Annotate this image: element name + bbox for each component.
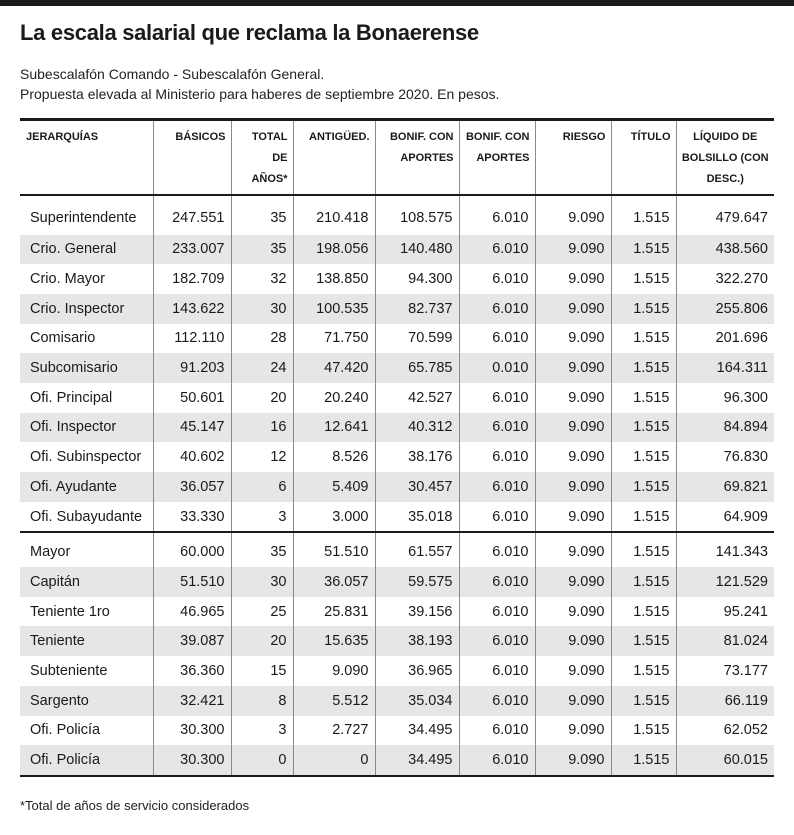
cell-bonif-2: 6.010 (459, 264, 535, 294)
cell-rank: Ofi. Ayudante (20, 472, 153, 502)
cell-antiguedad: 36.057 (293, 567, 375, 597)
header-bonif-2: BONIF. CON APORTES (459, 120, 535, 195)
cell-bonif-2: 6.010 (459, 597, 535, 627)
cell-liquido: 81.024 (676, 626, 774, 656)
cell-rank: Sargento (20, 686, 153, 716)
header-liquido: LÍQUIDO DE BOLSILLO (CON DESC.) (676, 120, 774, 195)
cell-total-anos: 24 (231, 353, 293, 383)
header-bonif-1: BONIF. CON APORTES (375, 120, 459, 195)
table-row (20, 195, 774, 235)
cell-basicos: 143.622 (153, 294, 231, 324)
cell-basicos: 30.300 (153, 716, 231, 746)
header-antiguedad: ANTIGÜED. (293, 120, 375, 195)
header-total-anos: TOTAL DE AÑOS* (231, 120, 293, 195)
cell-liquido: 438.560 (676, 235, 774, 265)
cell-rank: Ofi. Subayudante (30, 508, 143, 525)
cell-bonif-2: 0.010 (459, 353, 535, 383)
cell-riesgo: 9.090 (535, 686, 611, 716)
cell-antiguedad: 25.831 (293, 597, 375, 627)
cell-bonif-2: 6.010 (459, 294, 535, 324)
cell-bonif-1: 39.156 (375, 597, 459, 627)
cell-rank: Comisario (30, 330, 96, 347)
cell-titulo: 1.515 (611, 502, 676, 533)
cell-titulo: 1.515 (611, 656, 676, 686)
cell-total-anos: 30 (231, 294, 293, 324)
cell-bonif-1: 35.034 (375, 686, 459, 716)
header-jerarquias: JERARQUÍAS (20, 120, 153, 195)
cell-antiguedad: 3.000 (293, 502, 375, 533)
cell-riesgo: 9.090 (535, 324, 611, 354)
cell-bonif-1: 140.480 (375, 235, 459, 265)
cell-bonif-1: 94.300 (375, 264, 459, 294)
cell-titulo: 1.515 (611, 745, 676, 776)
cell-antiguedad: 0 (293, 745, 375, 776)
table-row (20, 353, 774, 383)
cell-antiguedad: 100.535 (293, 294, 375, 324)
cell-rank: Capitán (20, 567, 153, 597)
cell-basicos: 45.147 (153, 413, 231, 443)
cell-bonif-1: 35.018 (375, 502, 459, 533)
cell-bonif-1: 82.737 (375, 294, 459, 324)
cell-rank: Crio. Mayor (30, 271, 105, 288)
cell-bonif-1: 70.599 (375, 324, 459, 354)
cell-bonif-2: 6.010 (459, 532, 535, 567)
cell-liquido: 73.177 (676, 656, 774, 686)
header-basicos: BÁSICOS (153, 120, 231, 195)
cell-total-anos: 25 (231, 597, 293, 627)
cell-basicos: 36.057 (153, 472, 231, 502)
cell-rank: Ofi. Inspector (20, 413, 153, 443)
cell-rank: Mayor (20, 532, 153, 567)
cell-total-anos: 12 (231, 442, 293, 472)
cell-basicos: 91.203 (153, 353, 231, 383)
cell-titulo: 1.515 (611, 235, 676, 265)
cell-riesgo: 9.090 (535, 413, 611, 443)
cell-basicos: 39.087 (153, 626, 231, 656)
table-row (20, 294, 774, 324)
cell-bonif-1: 30.457 (375, 472, 459, 502)
cell-riesgo: 9.090 (535, 264, 611, 294)
cell-riesgo: 9.090 (535, 597, 611, 627)
cell-rank: Crio. Inspector (20, 294, 153, 324)
cell-titulo: 1.515 (611, 324, 676, 354)
cell-total-anos: 35 (231, 532, 293, 567)
cell-liquido: 69.821 (676, 472, 774, 502)
cell-titulo: 1.515 (611, 294, 676, 324)
cell-bonif-2: 6.010 (459, 656, 535, 686)
cell-riesgo: 9.090 (535, 716, 611, 746)
cell-antiguedad: 8.526 (293, 442, 375, 472)
table-header-row (20, 120, 774, 195)
cell-riesgo: 9.090 (535, 472, 611, 502)
cell-liquido: 64.909 (676, 502, 774, 533)
cell-liquido: 60.015 (676, 745, 774, 776)
cell-total-anos: 35 (231, 195, 293, 235)
cell-riesgo: 9.090 (535, 235, 611, 265)
cell-rank: Subcomisario (20, 353, 153, 383)
table-row (20, 745, 774, 776)
cell-total-anos: 3 (231, 716, 293, 746)
cell-bonif-2: 6.010 (459, 195, 535, 235)
cell-liquido: 62.052 (676, 716, 774, 746)
cell-bonif-1: 61.557 (375, 532, 459, 567)
cell-antiguedad: 5.409 (293, 472, 375, 502)
table-row (20, 532, 774, 567)
cell-titulo: 1.515 (611, 264, 676, 294)
cell-titulo: 1.515 (611, 532, 676, 567)
table-row (20, 472, 774, 502)
cell-titulo: 1.515 (611, 716, 676, 746)
cell-total-anos: 20 (231, 383, 293, 413)
cell-basicos: 36.360 (153, 656, 231, 686)
cell-rank: Ofi. Principal (30, 389, 113, 406)
cell-bonif-2: 6.010 (459, 686, 535, 716)
table-row (20, 383, 774, 413)
cell-liquido: 141.343 (676, 532, 774, 567)
table-row (20, 502, 774, 533)
cell-bonif-2: 6.010 (459, 324, 535, 354)
cell-titulo: 1.515 (611, 626, 676, 656)
cell-antiguedad: 71.750 (293, 324, 375, 354)
cell-basicos: 247.551 (153, 195, 231, 235)
cell-bonif-1: 42.527 (375, 383, 459, 413)
cell-basicos: 30.300 (153, 745, 231, 776)
table-row (20, 235, 774, 265)
cell-riesgo: 9.090 (535, 195, 611, 235)
table-row (20, 626, 774, 656)
cell-bonif-2: 6.010 (459, 413, 535, 443)
cell-antiguedad: 12.641 (293, 413, 375, 443)
cell-total-anos: 0 (231, 745, 293, 776)
cell-liquido: 66.119 (676, 686, 774, 716)
table-row (20, 686, 774, 716)
cell-bonif-1: 38.176 (375, 442, 459, 472)
cell-rank: Crio. General (20, 235, 153, 265)
cell-liquido: 95.241 (676, 597, 774, 627)
table-row (20, 716, 774, 746)
cell-bonif-2: 6.010 (459, 383, 535, 413)
cell-basicos: 60.000 (153, 532, 231, 567)
cell-liquido: 76.830 (676, 442, 774, 472)
cell-antiguedad: 2.727 (293, 716, 375, 746)
table-row (20, 442, 774, 472)
cell-bonif-1: 59.575 (375, 567, 459, 597)
cell-basicos: 32.421 (153, 686, 231, 716)
comando-group (20, 195, 774, 533)
cell-riesgo: 9.090 (535, 502, 611, 533)
subtitle-line-1: Subescalafón Comando - Subescalafón General. (20, 66, 325, 82)
cell-antiguedad: 5.512 (293, 686, 375, 716)
cell-liquido: 201.696 (676, 324, 774, 354)
cell-total-anos: 28 (231, 324, 293, 354)
cell-titulo: 1.515 (611, 472, 676, 502)
cell-rank: Teniente (20, 626, 153, 656)
cell-liquido: 84.894 (676, 413, 774, 443)
cell-liquido: 479.647 (676, 195, 774, 235)
cell-bonif-2: 6.010 (459, 502, 535, 533)
general-group (20, 532, 774, 776)
cell-basicos: 51.510 (153, 567, 231, 597)
cell-liquido: 96.300 (676, 383, 774, 413)
cell-titulo: 1.515 (611, 383, 676, 413)
cell-rank: Subteniente (30, 662, 108, 679)
cell-basicos: 50.601 (153, 383, 231, 413)
cell-bonif-1: 36.965 (375, 656, 459, 686)
cell-total-anos: 8 (231, 686, 293, 716)
table-row (20, 597, 774, 627)
cell-antiguedad: 9.090 (293, 656, 375, 686)
cell-rank: Ofi. Policía (30, 722, 101, 739)
cell-bonif-2: 6.010 (459, 472, 535, 502)
table-row (20, 413, 774, 443)
cell-basicos: 46.965 (153, 597, 231, 627)
cell-titulo: 1.515 (611, 567, 676, 597)
cell-total-anos: 35 (231, 235, 293, 265)
cell-liquido: 322.270 (676, 264, 774, 294)
cell-antiguedad: 138.850 (293, 264, 375, 294)
cell-bonif-2: 6.010 (459, 235, 535, 265)
cell-riesgo: 9.090 (535, 656, 611, 686)
table-row (20, 656, 774, 686)
cell-total-anos: 3 (231, 502, 293, 533)
cell-antiguedad: 20.240 (293, 383, 375, 413)
cell-bonif-1: 38.193 (375, 626, 459, 656)
cell-bonif-1: 34.495 (375, 716, 459, 746)
cell-liquido: 121.529 (676, 567, 774, 597)
cell-bonif-1: 34.495 (375, 745, 459, 776)
cell-riesgo: 9.090 (535, 294, 611, 324)
cell-total-anos: 6 (231, 472, 293, 502)
cell-bonif-2: 6.010 (459, 716, 535, 746)
cell-antiguedad: 47.420 (293, 353, 375, 383)
cell-basicos: 112.110 (153, 324, 231, 354)
cell-bonif-2: 6.010 (459, 442, 535, 472)
cell-liquido: 164.311 (676, 353, 774, 383)
subtitle-line-2: Propuesta elevada al Ministerio para haberes de septiembre 2020. En pesos. (20, 86, 500, 102)
table-row (20, 567, 774, 597)
header-titulo: TÍTULO (611, 120, 676, 195)
cell-riesgo: 9.090 (535, 532, 611, 567)
top-rule (0, 0, 794, 6)
cell-total-anos: 30 (231, 567, 293, 597)
cell-bonif-1: 108.575 (375, 195, 459, 235)
cell-antiguedad: 15.635 (293, 626, 375, 656)
table-row (20, 324, 774, 354)
cell-bonif-2: 6.010 (459, 567, 535, 597)
cell-basicos: 233.007 (153, 235, 231, 265)
cell-antiguedad: 51.510 (293, 532, 375, 567)
cell-riesgo: 9.090 (535, 567, 611, 597)
cell-titulo: 1.515 (611, 413, 676, 443)
cell-rank: Ofi. Policía (20, 745, 153, 776)
cell-titulo: 1.515 (611, 442, 676, 472)
cell-titulo: 1.515 (611, 597, 676, 627)
cell-basicos: 40.602 (153, 442, 231, 472)
cell-rank: Teniente 1ro (30, 603, 110, 620)
footnote: *Total de años de servicio considerados (20, 798, 250, 813)
cell-bonif-1: 65.785 (375, 353, 459, 383)
cell-bonif-2: 6.010 (459, 745, 535, 776)
cell-total-anos: 20 (231, 626, 293, 656)
cell-rank: Ofi. Subinspector (30, 449, 142, 466)
cell-titulo: 1.515 (611, 353, 676, 383)
cell-total-anos: 15 (231, 656, 293, 686)
cell-riesgo: 9.090 (535, 626, 611, 656)
cell-basicos: 33.330 (153, 502, 231, 533)
cell-antiguedad: 210.418 (293, 195, 375, 235)
cell-riesgo: 9.090 (535, 745, 611, 776)
cell-bonif-1: 40.312 (375, 413, 459, 443)
cell-titulo: 1.515 (611, 195, 676, 235)
cell-antiguedad: 198.056 (293, 235, 375, 265)
salary-table (20, 118, 774, 777)
cell-riesgo: 9.090 (535, 383, 611, 413)
cell-total-anos: 16 (231, 413, 293, 443)
cell-rank: Superintendente (30, 210, 137, 226)
cell-liquido: 255.806 (676, 294, 774, 324)
cell-total-anos: 32 (231, 264, 293, 294)
cell-riesgo: 9.090 (535, 442, 611, 472)
header-riesgo: RIESGO (535, 120, 611, 195)
cell-bonif-2: 6.010 (459, 626, 535, 656)
table-row (20, 264, 774, 294)
cell-basicos: 182.709 (153, 264, 231, 294)
cell-riesgo: 9.090 (535, 353, 611, 383)
cell-titulo: 1.515 (611, 686, 676, 716)
page-title: La escala salarial que reclama la Bonaerense (20, 20, 479, 45)
